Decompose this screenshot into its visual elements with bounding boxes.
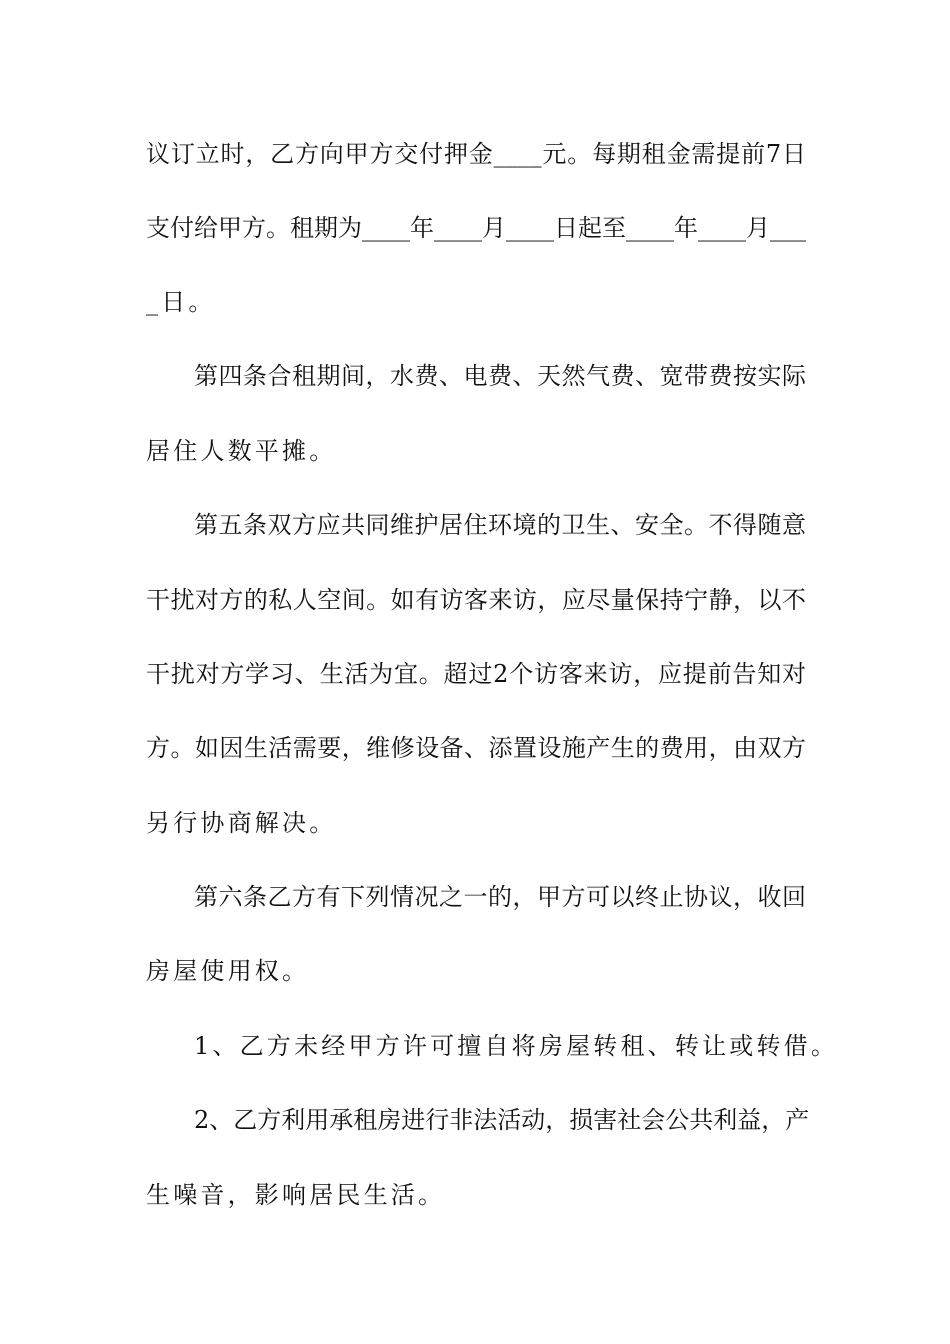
- paragraph-line: 议订立时，乙方向甲方交付押金____元。每期租金需提前7日: [146, 140, 806, 168]
- paragraph-line: 另行协商解决。: [146, 809, 337, 837]
- list-item: 2、乙方利用承租房进行非法活动，损害社会公共利益，产: [194, 1106, 810, 1134]
- list-item: 1、乙方未经甲方许可擅自将房屋转租、转让或转借。: [194, 1032, 839, 1060]
- paragraph-line: 居住人数平摊。: [146, 437, 337, 465]
- paragraph-line: 干扰对方的私人空间。如有访客来访，应尽量保持宁静，以不: [146, 586, 806, 614]
- paragraph-line: 第六条乙方有下列情况之一的，甲方可以终止协议，收回: [194, 883, 806, 911]
- paragraph-line: _日。: [146, 288, 216, 316]
- paragraph-line: 支付给甲方。租期为____年____月____日起至____年____月___: [146, 214, 806, 242]
- paragraph-line: 方。如因生活需要，维修设备、添置设施产生的费用，由双方: [146, 734, 806, 762]
- paragraph-line: 第四条合租期间，水费、电费、天然气费、宽带费按实际: [194, 362, 806, 390]
- paragraph-line: 第五条双方应共同维护居住环境的卫生、安全。不得随意: [194, 511, 806, 539]
- paragraph-line: 房屋使用权。: [146, 957, 310, 985]
- paragraph-line: 生噪音，影响居民生活。: [146, 1181, 446, 1209]
- paragraph-line: 干扰对方学习、生活为宜。超过2个访客来访，应提前告知对: [146, 660, 806, 688]
